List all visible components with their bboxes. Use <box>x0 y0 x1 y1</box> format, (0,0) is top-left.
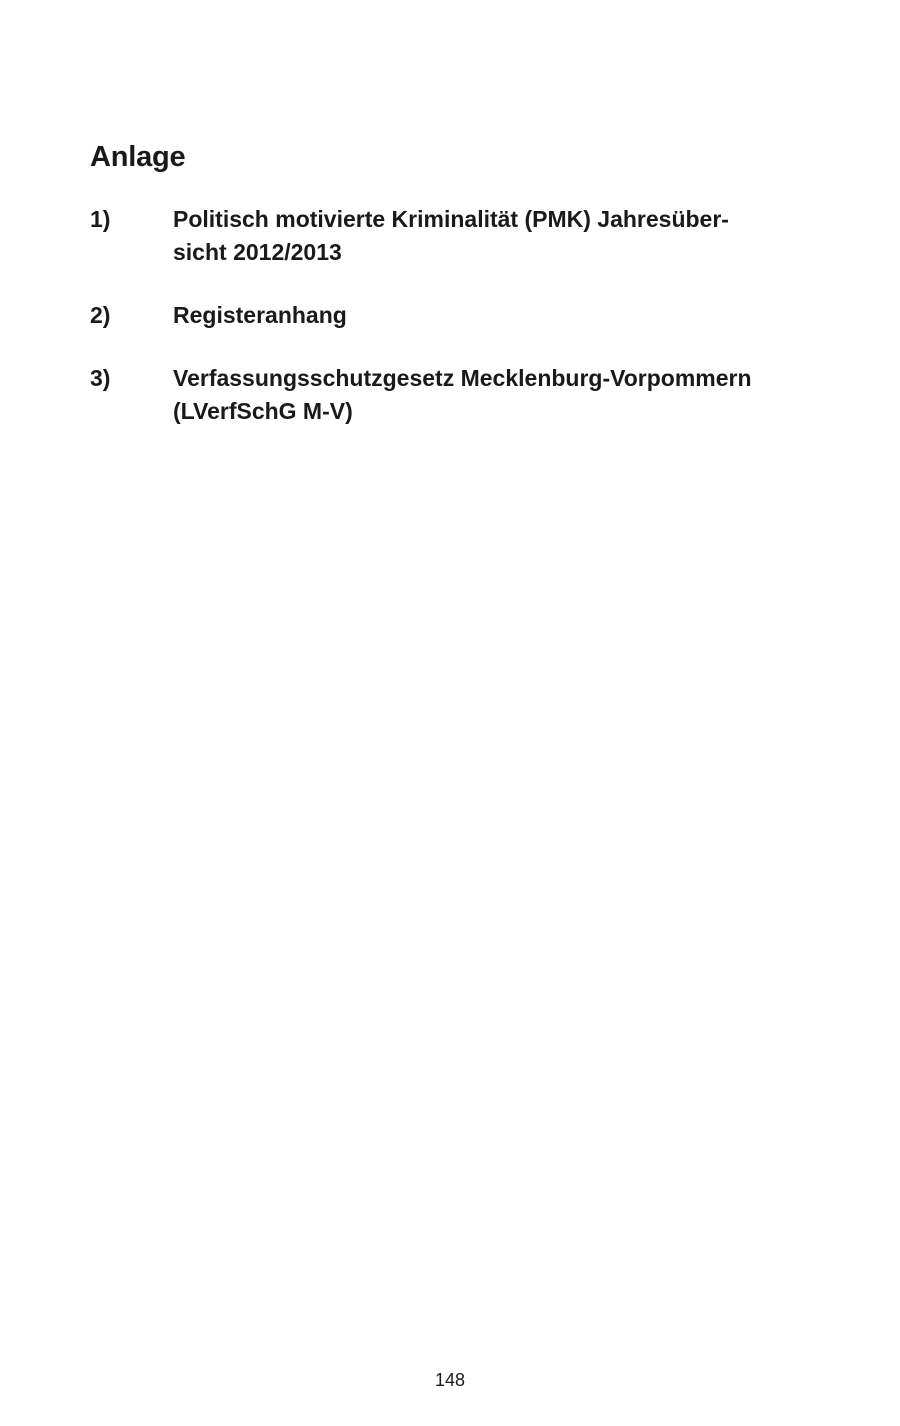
page-heading: Anlage <box>90 141 186 173</box>
item-title-line: Politisch motivierte Kriminalität (PMK) Jahresüber- <box>173 206 729 232</box>
item-title-line: Registeranhang <box>173 302 347 328</box>
appendix-item <box>90 362 820 428</box>
item-title-line: sicht 2012/2013 <box>173 239 342 265</box>
item-title-line: Verfassungsschutzgesetz Mecklenburg-Vorpommern <box>173 365 752 391</box>
item-number: 3) <box>90 365 111 391</box>
item-number: 1) <box>90 206 111 232</box>
appendix-item <box>90 299 820 332</box>
appendix-list <box>90 203 820 458</box>
item-title-line: (LVerfSchG M-V) <box>173 398 353 424</box>
item-title <box>173 362 820 428</box>
item-number: 2) <box>90 302 111 328</box>
page-number: 148 <box>434 1370 466 1390</box>
item-title <box>173 203 820 269</box>
appendix-item <box>90 203 820 269</box>
item-title <box>173 299 820 332</box>
